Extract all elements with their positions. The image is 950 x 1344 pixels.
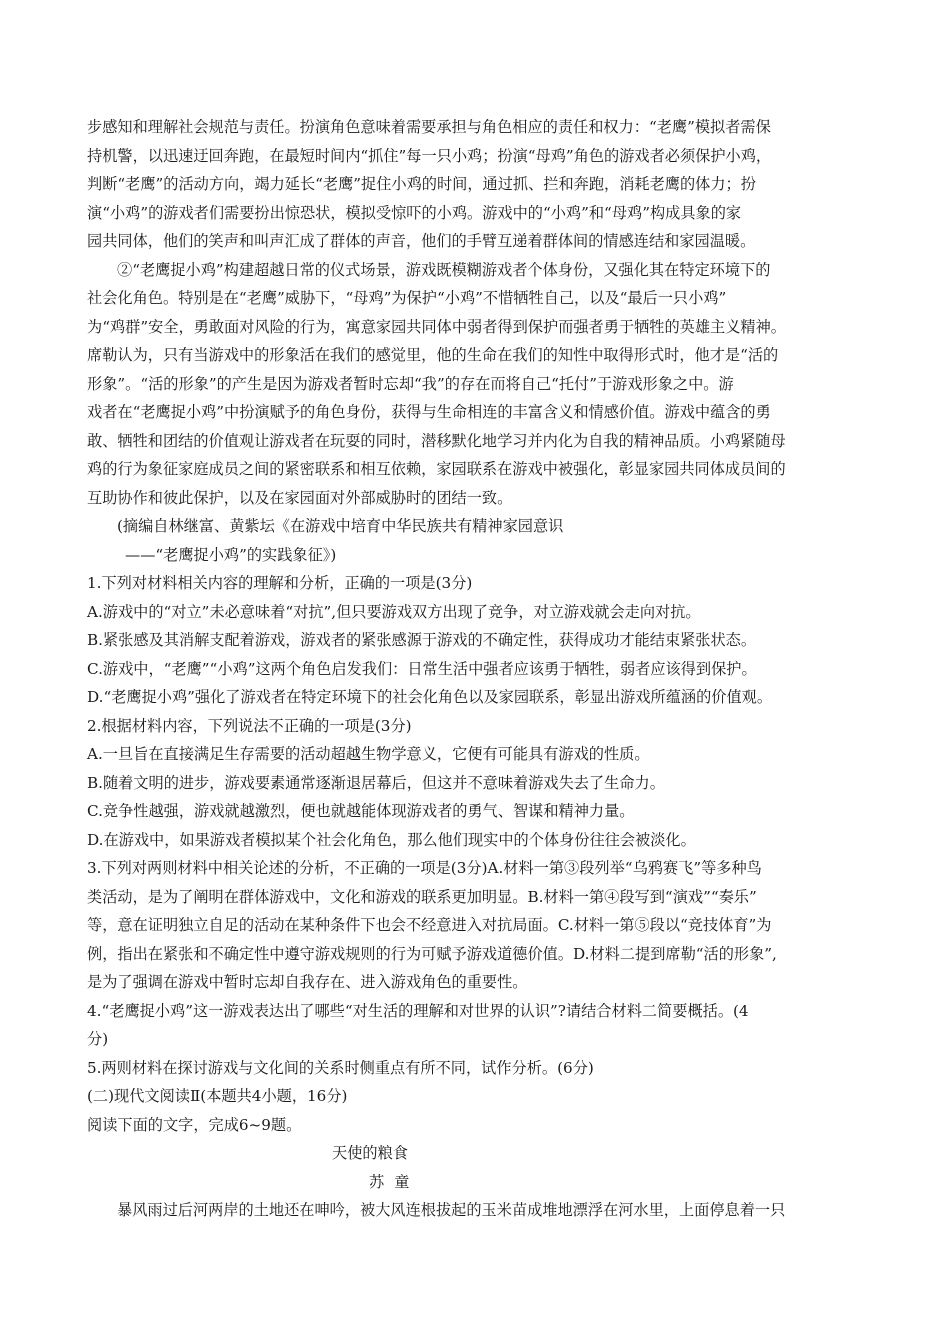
question-1 bbox=[87, 569, 877, 712]
text-line: 4.“老鹰捉小鸡”这一游戏表达出了哪些“对生活的理解和对世界的认识”?请结合材料二简要概括。(4 bbox=[87, 1001, 749, 1020]
source-citation-subtitle: ——“老鹰捉小鸡”的实践象征》) bbox=[125, 545, 337, 564]
text-line: 步感知和理解社会规范与责任。扮演角色意味着需要承担与角色相应的责任和权力：“老鹰”模拟者需保 bbox=[87, 118, 771, 136]
question-2 bbox=[87, 712, 877, 855]
option-c: C.竞争性越强，游戏就越激烈，便也就越能体现游戏者的勇气、智谋和精神力量。 bbox=[87, 802, 635, 820]
paragraph-2 bbox=[87, 256, 877, 513]
source-citation: (摘编自林继富、黄紫坛《在游戏中培育中华民族共有精神家园意识 bbox=[117, 517, 564, 535]
text-line: 持机警，以迅速迂回奔跑，在最短时间内“抓住”每一只小鸡；扮演“母鸡”角色的游戏者必须保护小鸡， bbox=[87, 146, 772, 165]
reading-instruction: 阅读下面的文字，完成6~9题。 bbox=[87, 1115, 302, 1134]
story-title: 天使的粮食 bbox=[332, 1144, 408, 1162]
section-heading: (二)现代文阅读Ⅱ(本题共4小题，16分) bbox=[87, 1087, 348, 1105]
text-line: 演“小鸡”的游戏者们需要扮出惊恐状，模拟受惊吓的小鸡。游戏中的“小鸡”和“母鸡”构成具象的家 bbox=[87, 203, 742, 222]
option-d: D.在游戏中，如果游戏者模拟某个社会化角色，那么他们现实中的个体身份往往会被淡化。 bbox=[87, 830, 696, 849]
text-line: 园共同体，他们的笑声和叫声汇成了群体的声音，他们的手臂互递着群体间的情感连结和家园温暖。 bbox=[87, 232, 756, 250]
option-c: C.游戏中，“老鹰”“小鸡”这两个角色启发我们：日常生活中强者应该勇于牺牲，弱者应该得到保护。 bbox=[87, 659, 757, 678]
question-stem: 2.根据材料内容，下列说法不正确的一项是(3分) bbox=[87, 716, 412, 735]
text-line: 类活动，是为了阐明在群体游戏中，文化和游戏的联系更加明显。B.材料一第④段写到“演戏”“奏乐” bbox=[87, 887, 757, 906]
text-line: 戏者在“老鹰捉小鸡”中扮演赋予的角色身份，获得与生命相连的丰富含义和情感价值。游戏中蕴含的勇 bbox=[87, 403, 771, 421]
document-page bbox=[87, 113, 877, 1225]
text-line: 3.下列对两则材料中相关论述的分析，不正确的一项是(3分)A.材料一第③段列举“乌鸦赛飞”等多种鸟 bbox=[87, 859, 762, 877]
text-line: 等，意在证明独立自足的活动在某种条件下也会不经意进入对抗局面。C.材料一第⑤段以“竞技体育”为 bbox=[87, 916, 772, 934]
text-line: ②“老鹰捉小鸡”构建超越日常的仪式场景，游戏既模糊游戏者个体身份，又强化其在特定环境下的 bbox=[117, 260, 771, 279]
question-5: 5.两则材料在探讨游戏与文化间的关系时侧重点有所不同，试作分析。(6分) bbox=[87, 1058, 594, 1077]
option-b: B.紧张感及其消解支配着游戏，游戏者的紧张感源于游戏的不确定性，获得成功才能结束紧张状态。 bbox=[87, 631, 757, 649]
option-d: D.“老鹰捉小鸡”强化了游戏者在特定环境下的社会化角色以及家园联系，彰显出游戏所蕴涵的价值观。 bbox=[87, 688, 773, 706]
text-line: 例，指出在紧张和不确定性中遵守游戏规则的行为可赋予游戏道德价值。D.材料二提到席勒“活的形象”, bbox=[87, 944, 777, 963]
question-4 bbox=[87, 997, 877, 1054]
option-b: B.随着文明的进步，游戏要素通常逐渐退居幕后，但这并不意味着游戏失去了生命力。 bbox=[87, 773, 665, 792]
text-line: 鸡的行为象征家庭成员之间的紧密联系和相互依赖，家园联系在游戏中被强化，彰显家园共同体成员间的 bbox=[87, 460, 786, 478]
text-line: 互助协作和彼此保护，以及在家园面对外部威胁时的团结一致。 bbox=[87, 488, 513, 507]
text-line: 敢、牺牲和团结的价值观让游戏者在玩耍的同时，潜移默化地学习并内化为自我的精神品质。小鸡紧随母 bbox=[87, 431, 786, 450]
option-a: A.一旦旨在直接满足生存需要的活动超越生物学意义，它便有可能具有游戏的性质。 bbox=[87, 745, 650, 763]
text-line: 社会化角色。特别是在“老鹰”威胁下，“母鸡”为保护“小鸡”不惜牺牲自己，以及“最后一只小鸡” bbox=[87, 289, 727, 307]
option-a: A.游戏中的“对立”未必意味着“对抗”,但只要游戏双方出现了竞争，对立游戏就会走向对抗。 bbox=[87, 602, 701, 621]
text-line: 席勒认为，只有当游戏中的形象活在我们的感觉里，他的生命在我们的知性中取得形式时，他才是“活的 bbox=[87, 346, 779, 364]
question-stem: 1.下列对材料相关内容的理解和分析，正确的一项是(3分) bbox=[87, 574, 473, 592]
story-paragraph: 暴风雨过后河两岸的土地还在呻吟，被大风连根拔起的玉米苗成堆地漂浮在河水里，上面停息着一只 bbox=[117, 1201, 786, 1219]
text-line: 分) bbox=[87, 1030, 109, 1048]
story-author: 苏童 bbox=[369, 1172, 420, 1191]
paragraph-1 bbox=[87, 113, 877, 256]
question-3 bbox=[87, 854, 877, 997]
text-line: 形象”。“活的形象”的产生是因为游戏者暂时忘却“我”的存在而将自己“托付”于游戏形象之中。游 bbox=[87, 374, 734, 393]
text-line: 判断“老鹰”的活动方向，竭力延长“老鹰”捉住小鸡的时间，通过抓、拦和奔跑，消耗老鹰的体力；扮 bbox=[87, 175, 756, 193]
text-line: 为“鸡群”安全，勇敢面对风险的行为，寓意家园共同体中弱者得到保护而强者勇于牺牲的英雄主义精神。 bbox=[87, 317, 786, 336]
text-line: 是为了强调在游戏中暂时忘却自我存在、进入游戏角色的重要性。 bbox=[87, 973, 528, 991]
